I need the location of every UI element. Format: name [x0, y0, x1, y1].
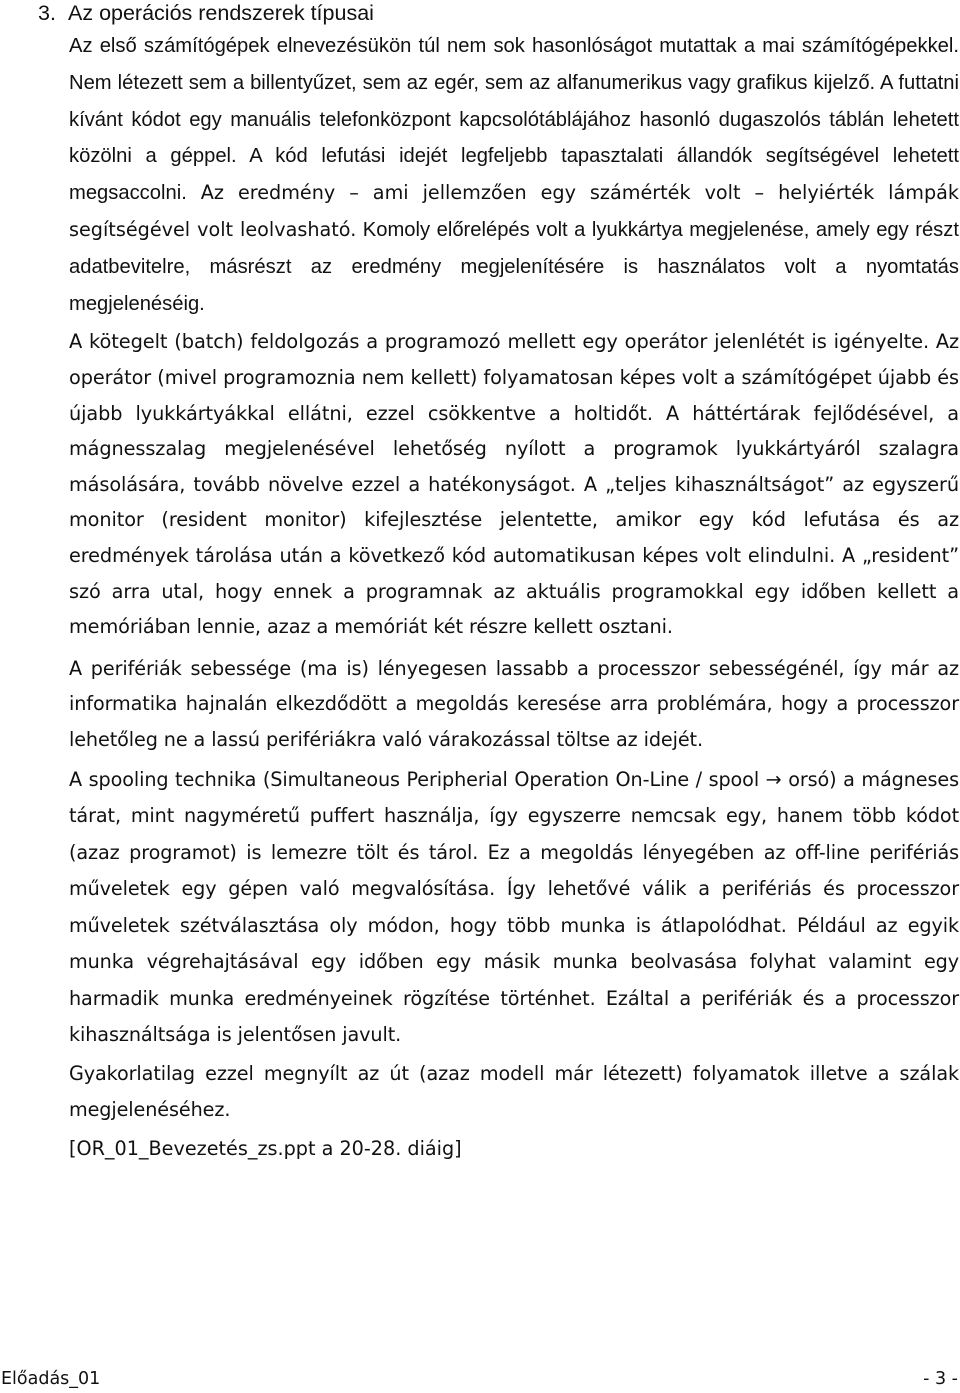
document-body	[69, 28, 959, 1167]
paragraph-batch-text: Az operátor (mivel programoznia nem kellett) folyamatosan képes volt a számítógépet újabb és újabb lyukkártyákkal ellátni, ezzel csökkentve a holtidőt. A háttértárak fejlődésével, a mágnesszalag megjelenésével lehetőség nyílott a programok lyukkártyáról szalagra másolására, tovább növelve ezzel a hatékonyságot. A „teljes kihasználtságot” az egyszerű monitor (resident monitor) kifejlesztése jelentette, amikor egy kód lefutása és az eredmények tárolása után a következő kód automatikusan képes volt elindulni. A „resident” szó arra utal, hogy ennek a programnak az aktuális programokkal egy időben kellett a memóriában lennie, azaz a memóriát két részre kellett osztani.	[69, 330, 959, 639]
page-number: - 3 -	[923, 1369, 958, 1389]
section-title: Az operációs rendszerek típusai	[68, 1, 374, 25]
paragraph-intro-result: Az eredmény – ami jellemzően egy számérték volt – helyiérték lámpák segítségével volt leolvasható.	[69, 181, 959, 241]
page-footer	[0, 1368, 960, 1393]
section-number: 3.	[38, 1, 56, 25]
paragraph-batch-lead: A kötegelt (batch) feldolgozás a programozó mellett egy operátor jelenlétét is igényelte.	[69, 330, 930, 354]
paragraph-practical: Gyakorlatilag ezzel megnyílt az út (azaz modell már létezett) folyamatok illetve a szálak megjelenéséhez.	[69, 1061, 959, 1121]
paragraph-intro	[69, 28, 959, 322]
paragraph-spooling: A spooling technika (Simultaneous Peripherial Operation On-Line / spool → orsó) a mágneses tárat, mint nagyméretű puffert használja, így egyszerre nemcsak egy, hanem több kódot (azaz programot) is lemezre tölt és tárol. Ez a megoldás lényegében az off-line perifériás műveletek egy gépen való megvalósítása. Így lehetővé válik a perifériás és processzor műveletek szétválasztása oly módon, hogy több munka is átlapolódhat. Például az egyik munka végrehajtásával egy időben egy másik munka beolvasása folyhat valamint egy harmadik munka eredményeinek rögzítése történhet. Ezáltal a perifériák és a processzor kihasználtsága is jelentősen javult.	[69, 767, 959, 1046]
paragraph-intro-punchcard: Komoly előrelépés volt a lyukkártya megjelenése, amely egy részt adatbevitelre, másrészt az eredmény megjelenítésére is használatos volt a nyomtatás megjelenéséig.	[69, 218, 959, 315]
paragraph-batch	[69, 324, 959, 644]
paragraph-peripherals: A perifériák sebessége (ma is) lényegesen lassabb a processzor sebességénél, így már az informatika hajnalán elkezdődött a megoldás keresése arra problémára, hogy a processzor lehetőleg ne a lassú perifériákra való várakozással töltse az idejét.	[69, 656, 959, 751]
slide-reference: [OR_01_Bevezetés_zs.ppt a 20-28. diáig]	[69, 1136, 462, 1160]
section-heading	[38, 0, 374, 28]
paragraph-intro-text: Az első számítógépek elnevezésükön túl nem sok hasonlóságot mutattak a mai számítógépekkel. Nem létezett sem a billentyűzet, sem az egér, sem az alfanumerikus vagy grafikus kijelző. A futtatni kívánt kódot egy manuális telefonközpont kapcsolótáblájához hasonló dugaszolós táblán lehetett közölni a géppel. A kód lefutási idejét legfeljebb tapasztalati állandók segítségével lehetett megsaccolni.	[69, 35, 959, 205]
footer-lecture-label: Előadás_01	[1, 1369, 101, 1389]
